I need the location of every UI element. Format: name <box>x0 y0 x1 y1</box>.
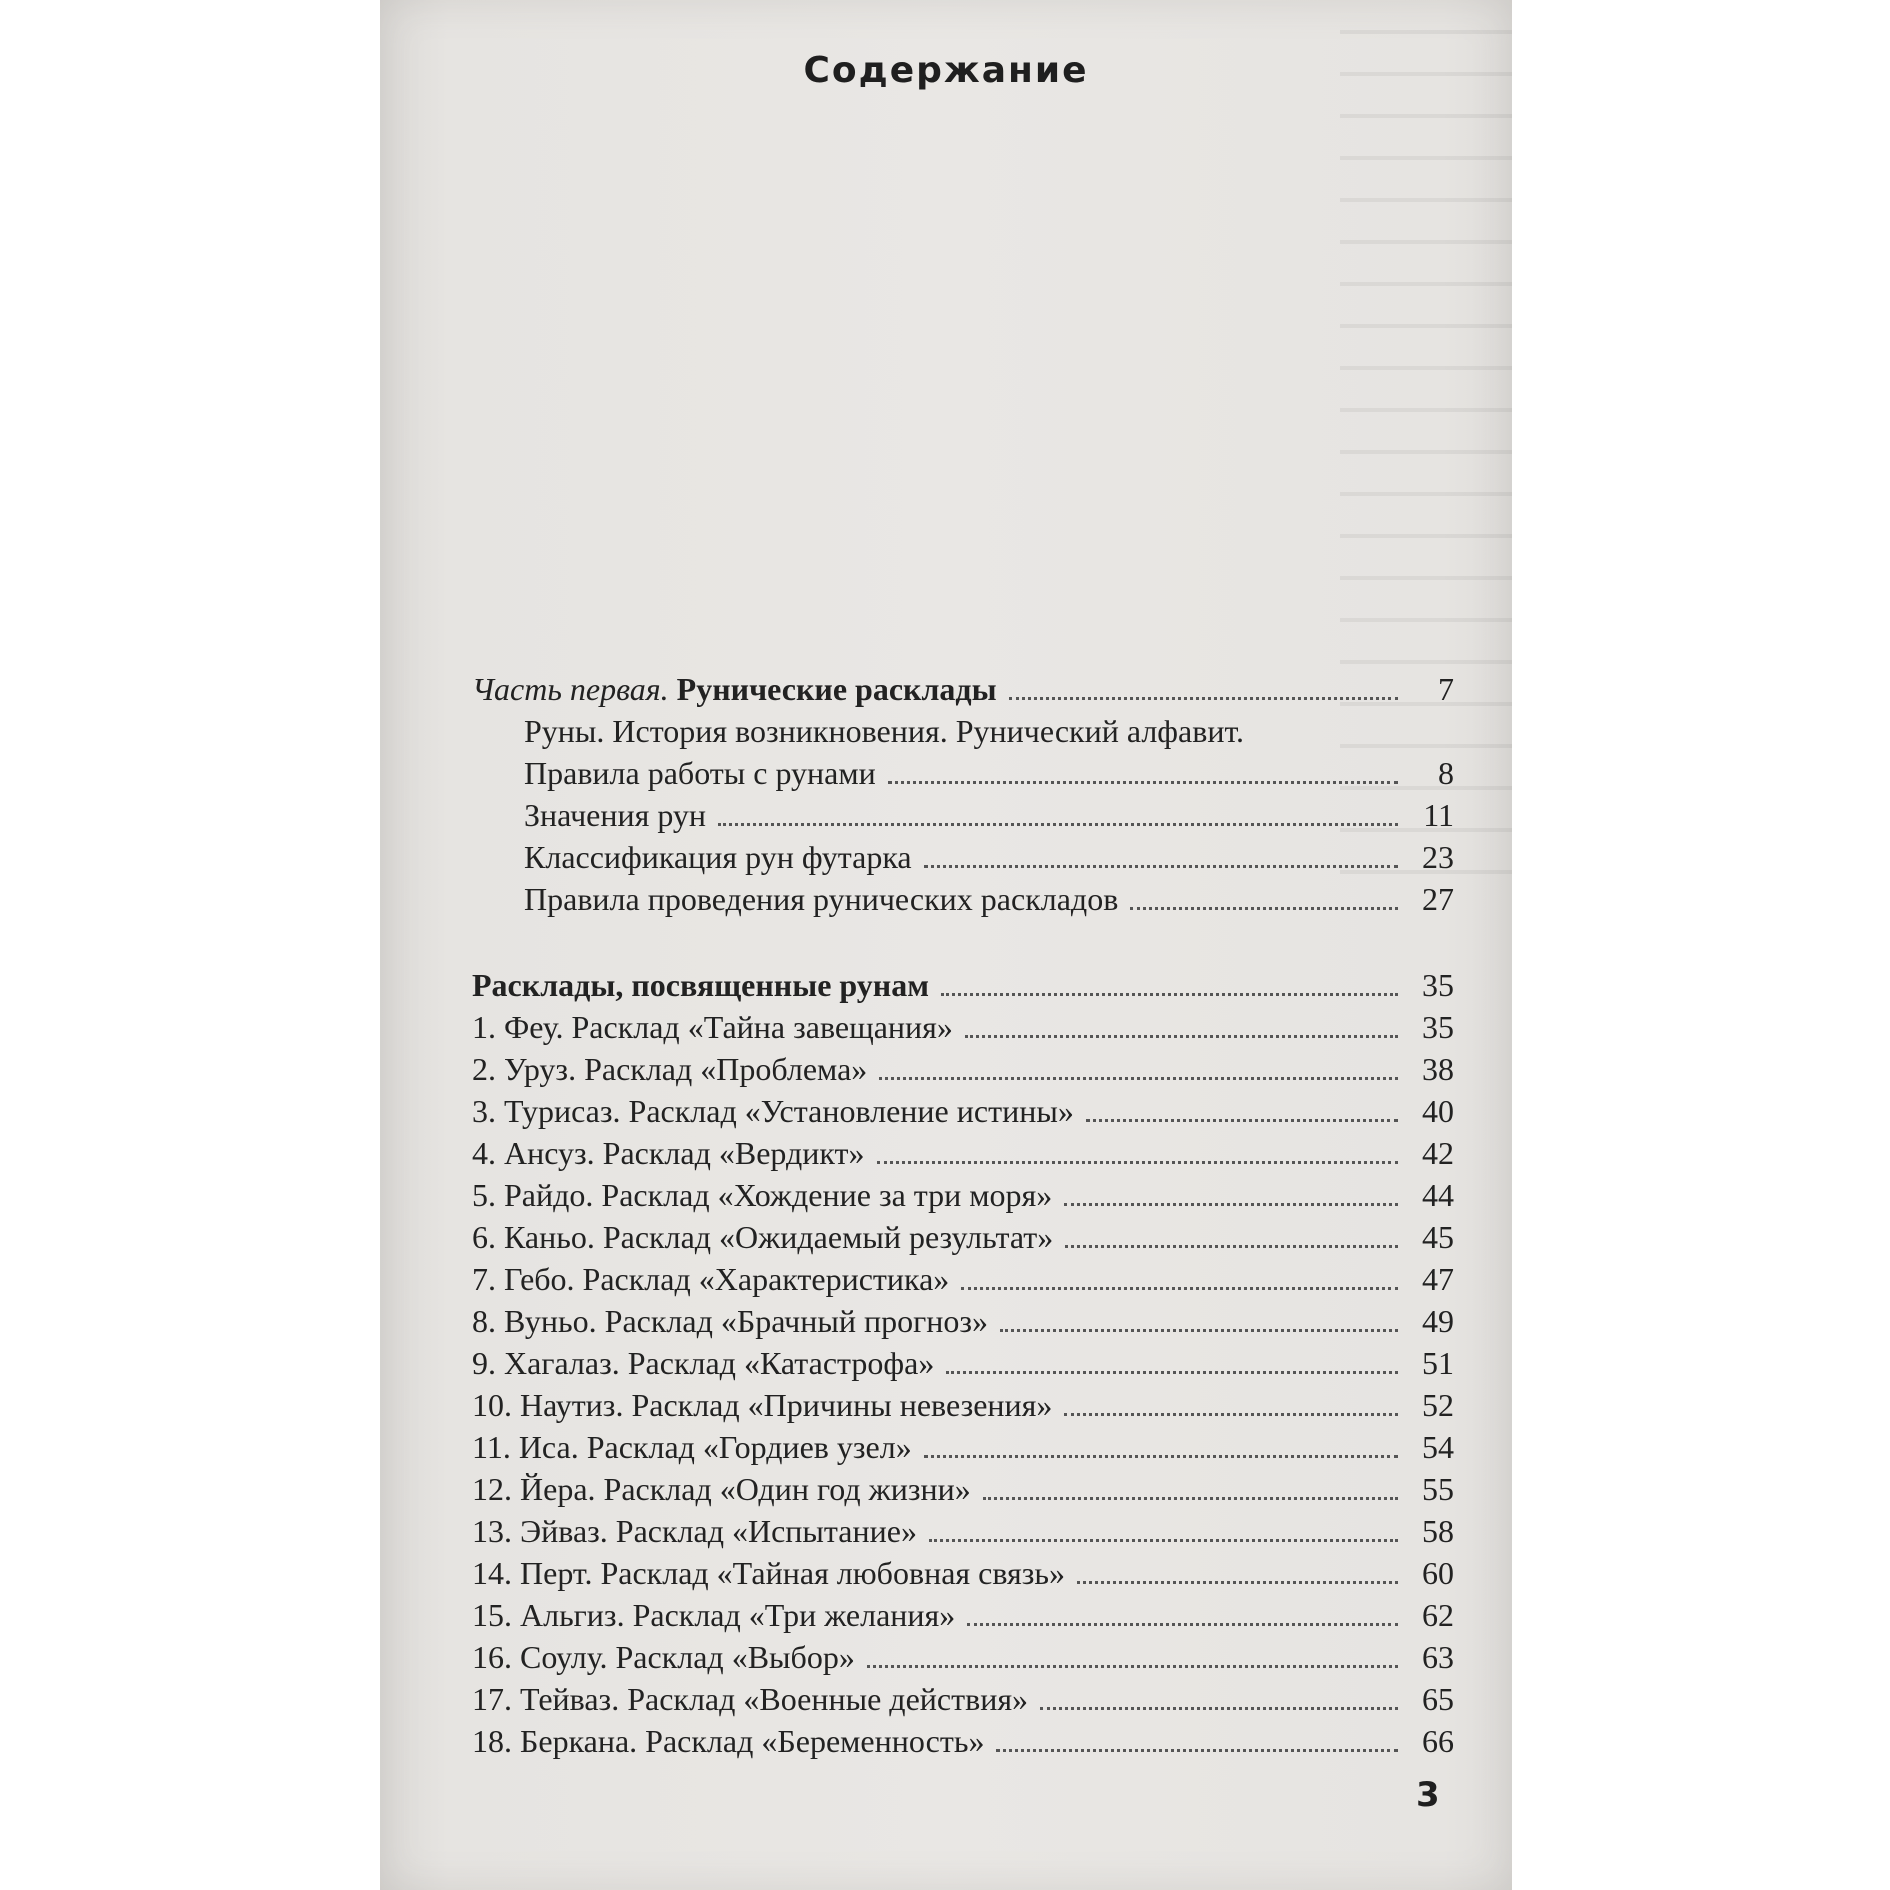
toc-entry-label: 11. Иса. Расклад «Гордиев узел» <box>472 1429 912 1465</box>
dot-leader <box>961 1287 1398 1290</box>
toc-entry-label: 6. Каньо. Расклад «Ожидаемый результат» <box>472 1219 1054 1255</box>
page-number: 11 <box>1423 797 1454 833</box>
page-number: 23 <box>1422 839 1454 875</box>
toc-entry[interactable] <box>472 1300 1454 1342</box>
page-number: 63 <box>1422 1639 1454 1675</box>
folio-page-number: 3 <box>1416 1775 1440 1815</box>
toc-entry-label: 7. Гебо. Расклад «Характеристика» <box>472 1261 950 1297</box>
dot-leader <box>1077 1581 1398 1584</box>
dot-leader <box>983 1497 1398 1500</box>
toc-entry[interactable] <box>472 1174 1454 1216</box>
toc-entry[interactable] <box>472 1468 1454 1510</box>
toc-entry-label: 9. Хагалаз. Расклад «Катастрофа» <box>472 1345 935 1381</box>
page-number: 27 <box>1422 881 1454 917</box>
page-number: 44 <box>1422 1177 1454 1213</box>
dot-leader <box>718 823 1398 826</box>
dot-leader <box>867 1665 1398 1668</box>
dot-leader <box>924 1455 1398 1458</box>
page-number: 38 <box>1422 1051 1454 1087</box>
part-title: Рунические расклады <box>676 671 997 707</box>
table-of-contents <box>472 668 1454 1762</box>
toc-entry[interactable] <box>472 1510 1454 1552</box>
toc-entry[interactable] <box>472 1006 1454 1048</box>
dot-leader <box>1130 907 1398 910</box>
toc-entry[interactable] <box>472 1342 1454 1384</box>
dot-leader <box>877 1161 1399 1164</box>
dot-leader <box>967 1623 1398 1626</box>
toc-entry[interactable] <box>472 1426 1454 1468</box>
page-number: 62 <box>1422 1597 1454 1633</box>
part-prefix: Часть первая. <box>472 671 669 707</box>
toc-entry[interactable] <box>472 1090 1454 1132</box>
toc-entry[interactable] <box>472 1594 1454 1636</box>
dot-leader <box>1009 697 1398 700</box>
toc-entry-label: 5. Райдо. Расклад «Хождение за три моря» <box>472 1177 1053 1213</box>
toc-entry-label: 8. Вуньо. Расклад «Брачный прогноз» <box>472 1303 988 1339</box>
dot-leader <box>1065 1245 1398 1248</box>
toc-entry-label: 14. Перт. Расклад «Тайная любовная связь» <box>472 1555 1065 1591</box>
toc-entry[interactable] <box>472 836 1454 878</box>
dot-leader <box>1086 1119 1398 1122</box>
toc-entry[interactable] <box>472 1552 1454 1594</box>
dot-leader <box>946 1371 1398 1374</box>
toc-entry[interactable] <box>472 752 1454 794</box>
toc-entry[interactable] <box>472 1678 1454 1720</box>
dot-leader <box>1064 1413 1398 1416</box>
page-number: 65 <box>1422 1681 1454 1717</box>
page-number: 35 <box>1422 1009 1454 1045</box>
toc-entry-label: 15. Альгиз. Расклад «Три желания» <box>472 1597 956 1633</box>
toc-entry[interactable] <box>472 1636 1454 1678</box>
toc-section-row[interactable] <box>472 964 1454 1006</box>
page-number: 51 <box>1422 1345 1454 1381</box>
toc-entry[interactable] <box>472 1132 1454 1174</box>
dot-leader <box>929 1539 1398 1542</box>
page-number: 66 <box>1422 1723 1454 1759</box>
section-title <box>472 964 929 1006</box>
toc-entry-label: Руны. История возникновения. Рунический алфавит. <box>524 713 1245 749</box>
dot-leader <box>1000 1329 1398 1332</box>
page-number: 60 <box>1422 1555 1454 1591</box>
dot-leader <box>1040 1707 1398 1710</box>
page-number: 47 <box>1422 1261 1454 1297</box>
toc-entry-label: 2. Уруз. Расклад «Проблема» <box>472 1051 868 1087</box>
toc-entry-label: 12. Йера. Расклад «Один год жизни» <box>472 1471 971 1507</box>
toc-part-title <box>472 668 997 710</box>
page-number: 7 <box>1438 671 1454 707</box>
page-number: 45 <box>1422 1219 1454 1255</box>
toc-entry[interactable] <box>472 1048 1454 1090</box>
part-items-list <box>472 710 1454 920</box>
toc-entry-label: Значения рун <box>524 797 707 833</box>
page-number: 8 <box>1438 755 1454 791</box>
dot-leader <box>941 993 1398 996</box>
page-number: 42 <box>1422 1135 1454 1171</box>
page-number: 35 <box>1422 967 1454 1003</box>
toc-entry[interactable] <box>472 1216 1454 1258</box>
toc-entry-label: 17. Тейваз. Расклад «Военные действия» <box>472 1681 1029 1717</box>
toc-entry[interactable] <box>472 794 1454 836</box>
page-number: 40 <box>1422 1093 1454 1129</box>
dot-leader <box>888 781 1398 784</box>
dot-leader <box>965 1035 1398 1038</box>
contents-heading: Содержание <box>803 50 1089 91</box>
toc-entry-label: Правила проведения рунических раскладов <box>524 881 1119 917</box>
page-number: 58 <box>1422 1513 1454 1549</box>
toc-entry-label: 4. Ансуз. Расклад «Вердикт» <box>472 1135 865 1171</box>
section-title-text: Расклады, посвященные рунам <box>472 967 930 1003</box>
page-number: 49 <box>1422 1303 1454 1339</box>
dot-leader <box>924 865 1398 868</box>
toc-entry-label: 1. Феу. Расклад «Тайна завещания» <box>472 1009 953 1045</box>
dot-leader <box>1064 1203 1398 1206</box>
dot-leader <box>879 1077 1398 1080</box>
toc-entry-label: Классификация рун футарка <box>524 839 912 875</box>
dot-leader <box>996 1749 1398 1752</box>
toc-part-row[interactable] <box>472 668 1454 710</box>
toc-entry[interactable] <box>472 710 1454 752</box>
page-number: 55 <box>1422 1471 1454 1507</box>
toc-entry-label: Правила работы с рунами <box>524 755 876 791</box>
toc-entry-label: 3. Турисаз. Расклад «Установление истины» <box>472 1093 1074 1129</box>
page-number: 54 <box>1422 1429 1454 1465</box>
toc-entry-label: 13. Эйваз. Расклад «Испытание» <box>472 1513 917 1549</box>
toc-entry[interactable] <box>472 878 1454 920</box>
page-number: 52 <box>1422 1387 1454 1423</box>
toc-entry[interactable] <box>472 1384 1454 1426</box>
section-items-list <box>472 1006 1454 1762</box>
toc-entry-label: 10. Наутиз. Расклад «Причины невезения» <box>472 1387 1053 1423</box>
toc-entry-label: 18. Беркана. Расклад «Беременность» <box>472 1723 985 1759</box>
toc-entry-label: 16. Соулу. Расклад «Выбор» <box>472 1639 855 1675</box>
toc-entry[interactable] <box>472 1258 1454 1300</box>
toc-entry[interactable] <box>472 1720 1454 1762</box>
